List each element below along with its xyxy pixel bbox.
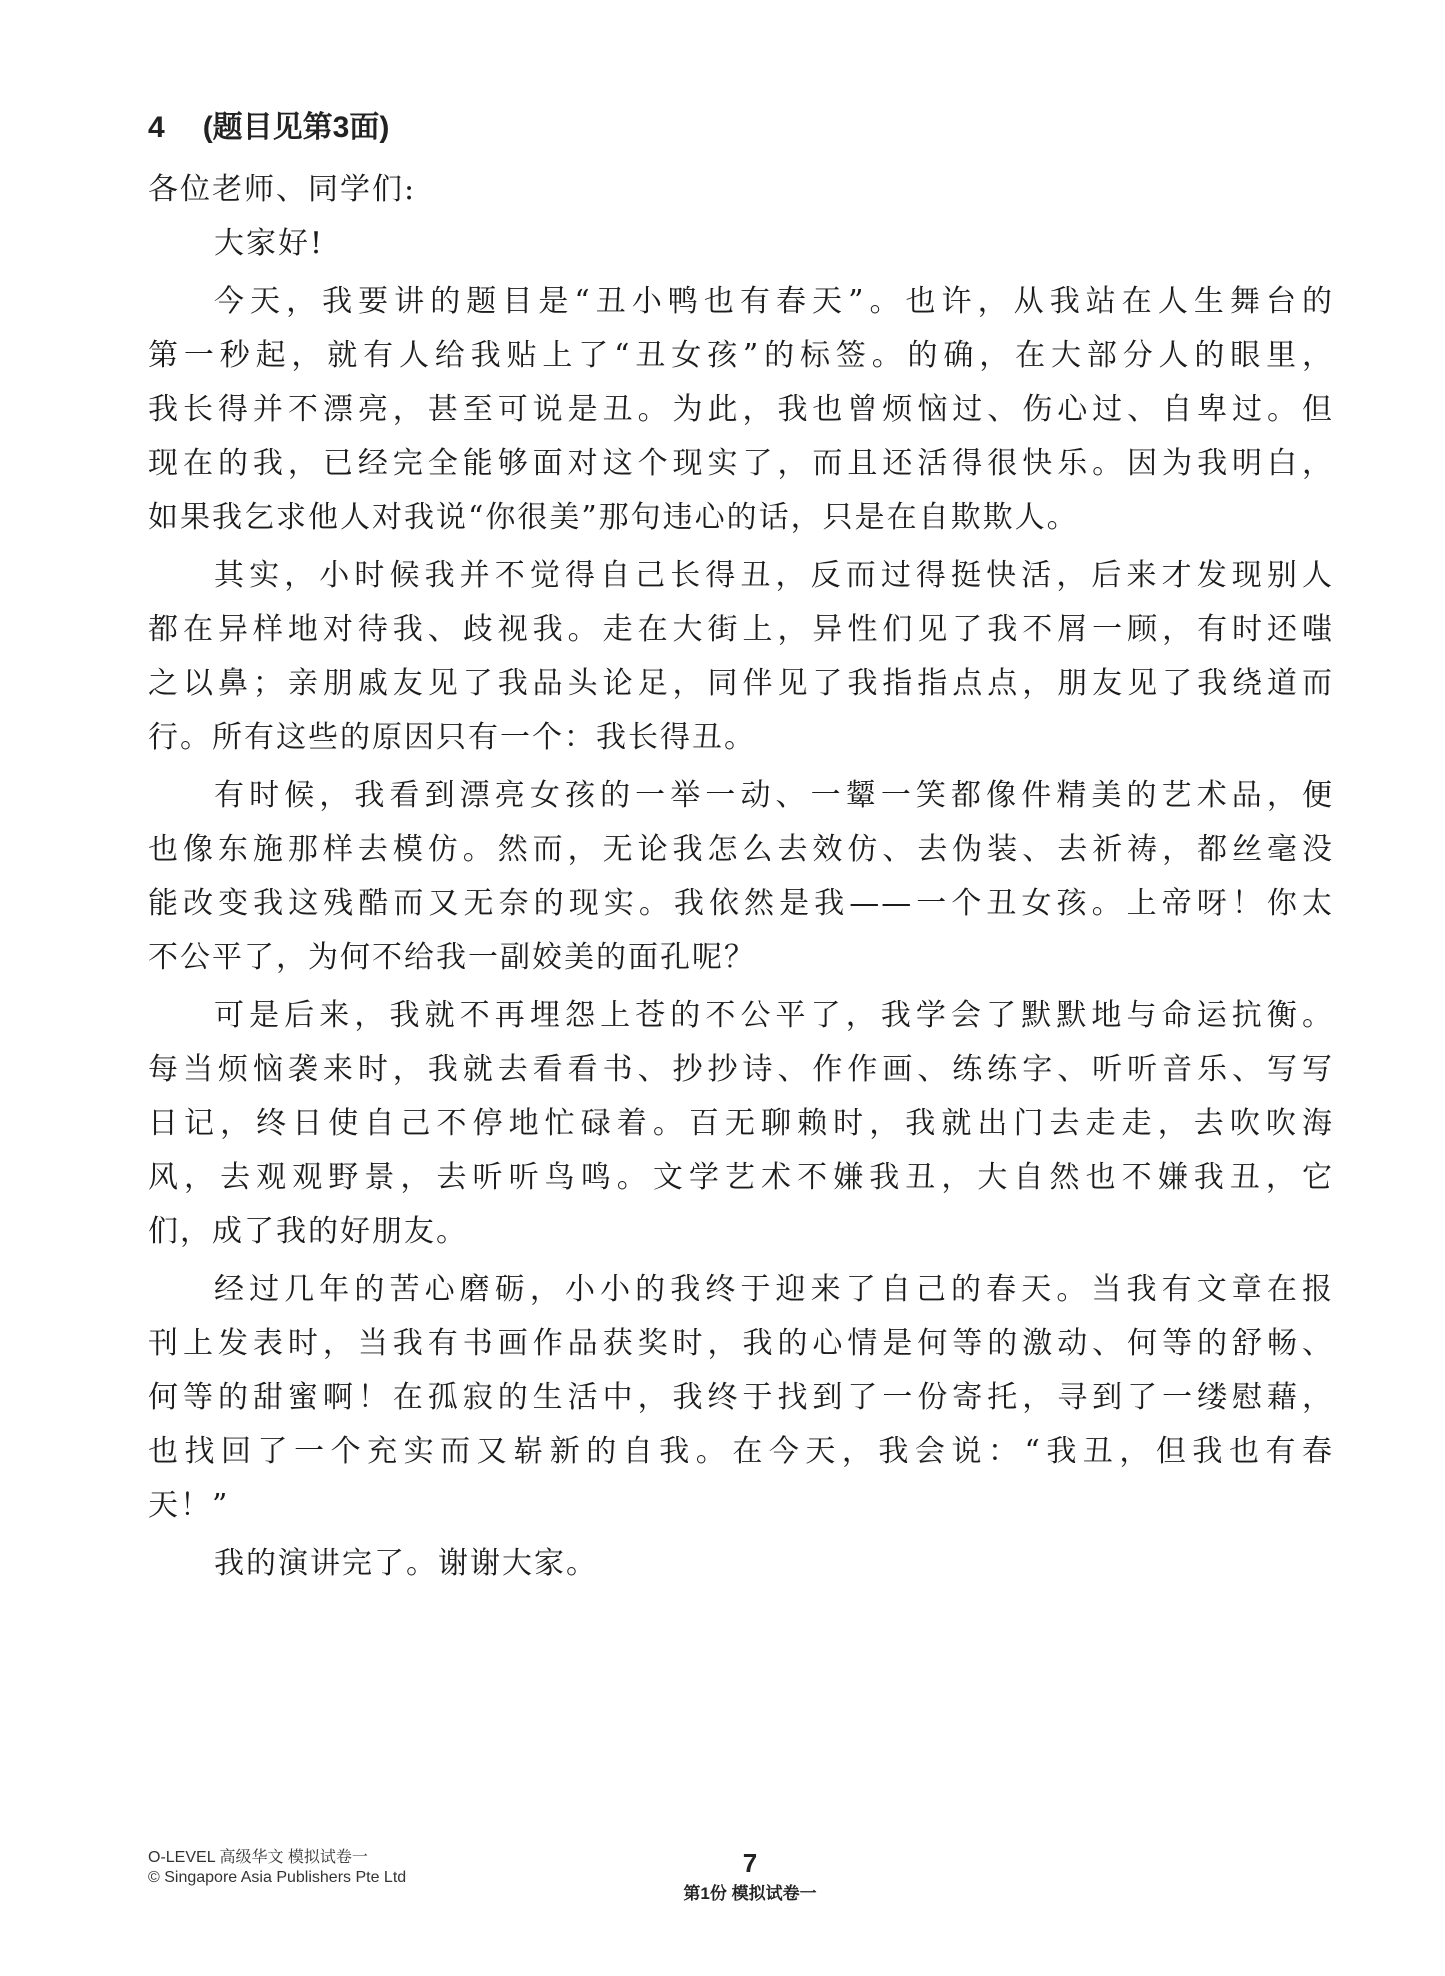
question-heading	[148, 108, 389, 148]
paragraph-line: 天！”	[148, 1488, 230, 1523]
salutation: 各位老师、同学们:	[148, 172, 417, 207]
paragraph-line: 都在异样地对待我、歧视我。走在大街上，异性们见了我不屑一顾，有时还嗤	[148, 612, 1334, 647]
paragraph-line: 我长得并不漂亮，甚至可说是丑。为此，我也曾烦恼过、伤心过、自卑过。但	[148, 392, 1334, 427]
paragraph	[148, 284, 1334, 554]
paragraph-line: 也像东施那样去模仿。然而，无论我怎么去效仿、去伪装、去祈祷，都丝毫没	[148, 832, 1334, 867]
copyright: © Singapore Asia Publishers Pte Ltd	[148, 1869, 407, 1886]
paragraph-line: 不公平了，为何不给我一副姣美的面孔呢？	[148, 940, 756, 975]
paragraph-line: 经过几年的苦心磨砺，小小的我终于迎来了自己的春天。当我有文章在报	[214, 1272, 1334, 1307]
paragraph-line: 有时候，我看到漂亮女孩的一举一动、一颦一笑都像件精美的艺术品，便	[214, 778, 1334, 813]
paragraph-line: 刊上发表时，当我有书画作品获奖时，我的心情是何等的激动、何等的舒畅、	[148, 1326, 1334, 1361]
page-number: 7	[742, 1848, 758, 1878]
closing-line: 我的演讲完了。谢谢大家。	[214, 1546, 598, 1581]
paragraph-line: 其实，小时候我并不觉得自己长得丑，反而过得挺快活，后来才发现别人	[214, 558, 1334, 593]
paragraph-line: 也找回了一个充实而又崭新的自我。在今天，我会说：“我丑，但我也有春	[148, 1434, 1334, 1469]
paragraph-line: 现在的我，已经完全能够面对这个现实了，而且还活得很快乐。因为我明白，	[148, 446, 1334, 481]
footer-publisher	[148, 1848, 406, 1888]
paragraph-line: 之以鼻；亲朋戚友见了我品头论足，同伴见了我指指点点，朋友见了我绕道而	[148, 666, 1334, 701]
footer-page-info	[600, 1848, 900, 1906]
question-reference: (题目见第3面)	[202, 111, 390, 144]
paragraph-line: 第一秒起，就有人给我贴上了“丑女孩”的标签。的确，在大部分人的眼里，	[148, 338, 1334, 373]
paragraph-line: 日记，终日使自己不停地忙碌着。百无聊赖时，我就出门去走走，去吹吹海	[148, 1106, 1334, 1141]
paragraph-line: 们，成了我的好朋友。	[148, 1214, 468, 1249]
paragraph-line: 如果我乞求他人对我说“你很美”那句违心的话，只是在自欺欺人。	[148, 500, 1079, 535]
paragraph-line: 行。所有这些的原因只有一个：我长得丑。	[148, 720, 756, 755]
paragraph	[148, 558, 1334, 774]
paragraph-line: 何等的甜蜜啊！在孤寂的生活中，我终于找到了一份寄托，寻到了一缕慰藉，	[148, 1380, 1334, 1415]
book-title: O-LEVEL 高级华文 模拟试卷一	[148, 1849, 368, 1866]
paragraph-line: 可是后来，我就不再埋怨上苍的不公平了，我学会了默默地与命运抗衡。	[214, 998, 1334, 1033]
paragraph-line: 每当烦恼袭来时，我就去看看书、抄抄诗、作作画、练练字、听听音乐、写写	[148, 1052, 1334, 1087]
speech-body	[148, 172, 1334, 1600]
greeting: 大家好!	[214, 226, 325, 261]
paragraph	[148, 1272, 1334, 1542]
paragraph-line: 今天，我要讲的题目是“丑小鸭也有春天”。也许，从我站在人生舞台的	[214, 284, 1334, 319]
paragraph-line: 风，去观观野景，去听听鸟鸣。文学艺术不嫌我丑，大自然也不嫌我丑，它	[148, 1160, 1334, 1195]
paragraph-line: 能改变我这残酷而又无奈的现实。我依然是我——一个丑女孩。上帝呀！你太	[148, 886, 1334, 921]
paper-label: 第1份 模拟试卷一	[683, 1884, 817, 1903]
question-number: 4	[148, 111, 165, 144]
paragraph	[148, 778, 1334, 994]
paragraph	[148, 998, 1334, 1268]
